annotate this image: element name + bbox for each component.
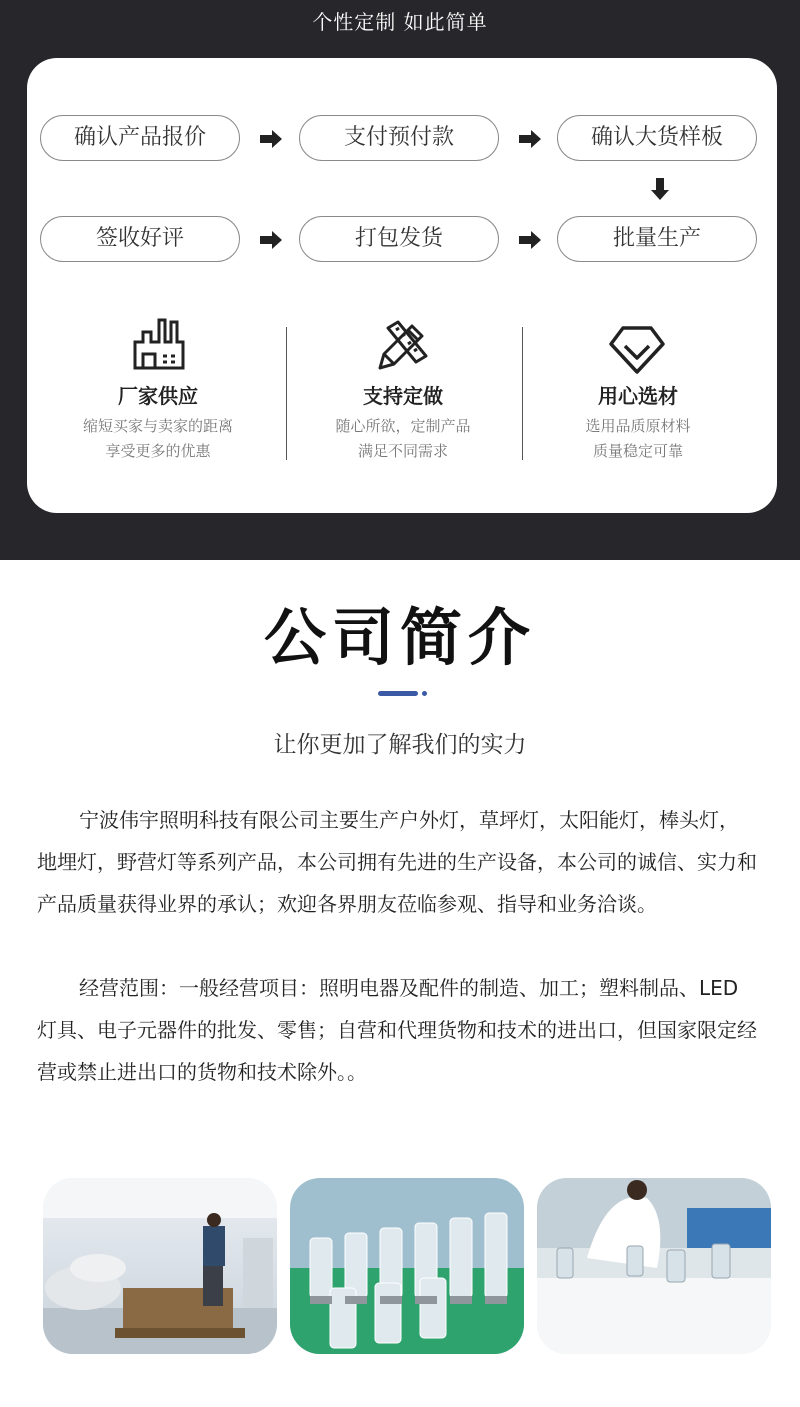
factory-icon (131, 316, 187, 372)
arrow-right-icon (519, 231, 541, 249)
step-confirm-quote: 确认产品报价 (40, 115, 240, 161)
feature-desc-factory-1: 缩短买家与卖家的距离 (82, 417, 233, 435)
feature-desc-factory-2: 享受更多的优惠 (105, 442, 211, 460)
title-underline (378, 691, 418, 696)
company-description: 宁波伟宇照明科技有限公司主要生产户外灯，草坪灯，太阳能灯，棒头灯，地埋灯，野营灯等系列产品，本公司拥有先进的生产设备，本公司的诚信、实力和产品质量获得业界的承认；欢迎各界朋友莅临参观、指导和业务洽谈。 (37, 808, 757, 916)
title-underline-dot (422, 691, 427, 696)
feature-title-custom: 支持定做 (363, 384, 443, 408)
business-scope: 经营范围：一般经营项目：照明电器及配件的制造、加工；塑料制品、LED灯具、电子元器件的批发、零售；自营和代理货物和技术的进出口，但国家限定经营或禁止进出口的货物和技术除外。。 (37, 976, 757, 1084)
step-receive-review: 签收好评 (40, 216, 240, 262)
header-section (0, 0, 800, 560)
arrow-right-icon (519, 130, 541, 148)
step-deposit: 支付预付款 (299, 115, 499, 161)
step-mass-production: 批量生产 (557, 216, 757, 262)
step-pack-ship: 打包发货 (299, 216, 499, 262)
feature-desc-custom-1: 随心所欲，定制产品 (335, 417, 471, 435)
pencil-ruler-icon (374, 318, 430, 374)
feature-desc-material-2: 质量稳定可靠 (592, 442, 683, 460)
arrow-right-icon (260, 130, 282, 148)
feature-title-material: 用心选材 (598, 384, 678, 408)
arrow-right-icon (260, 231, 282, 249)
section-title: 公司简介 (263, 601, 536, 674)
feature-desc-custom-2: 满足不同需求 (357, 442, 448, 460)
divider (286, 327, 287, 460)
arrow-down-icon (651, 178, 669, 200)
production-line-photo (537, 1178, 771, 1354)
lamp-products-photo (290, 1178, 524, 1354)
feature-title-factory: 厂家供应 (118, 384, 198, 408)
factory-warehouse-photo (43, 1178, 277, 1354)
header-title: 个性定制 如此简单 (312, 10, 488, 34)
diamond-check-icon (609, 320, 665, 376)
feature-desc-material-1: 选用品质原材料 (585, 417, 691, 435)
step-confirm-sample: 确认大货样板 (557, 115, 757, 161)
section-subtitle: 让你更加了解我们的实力 (273, 732, 527, 758)
